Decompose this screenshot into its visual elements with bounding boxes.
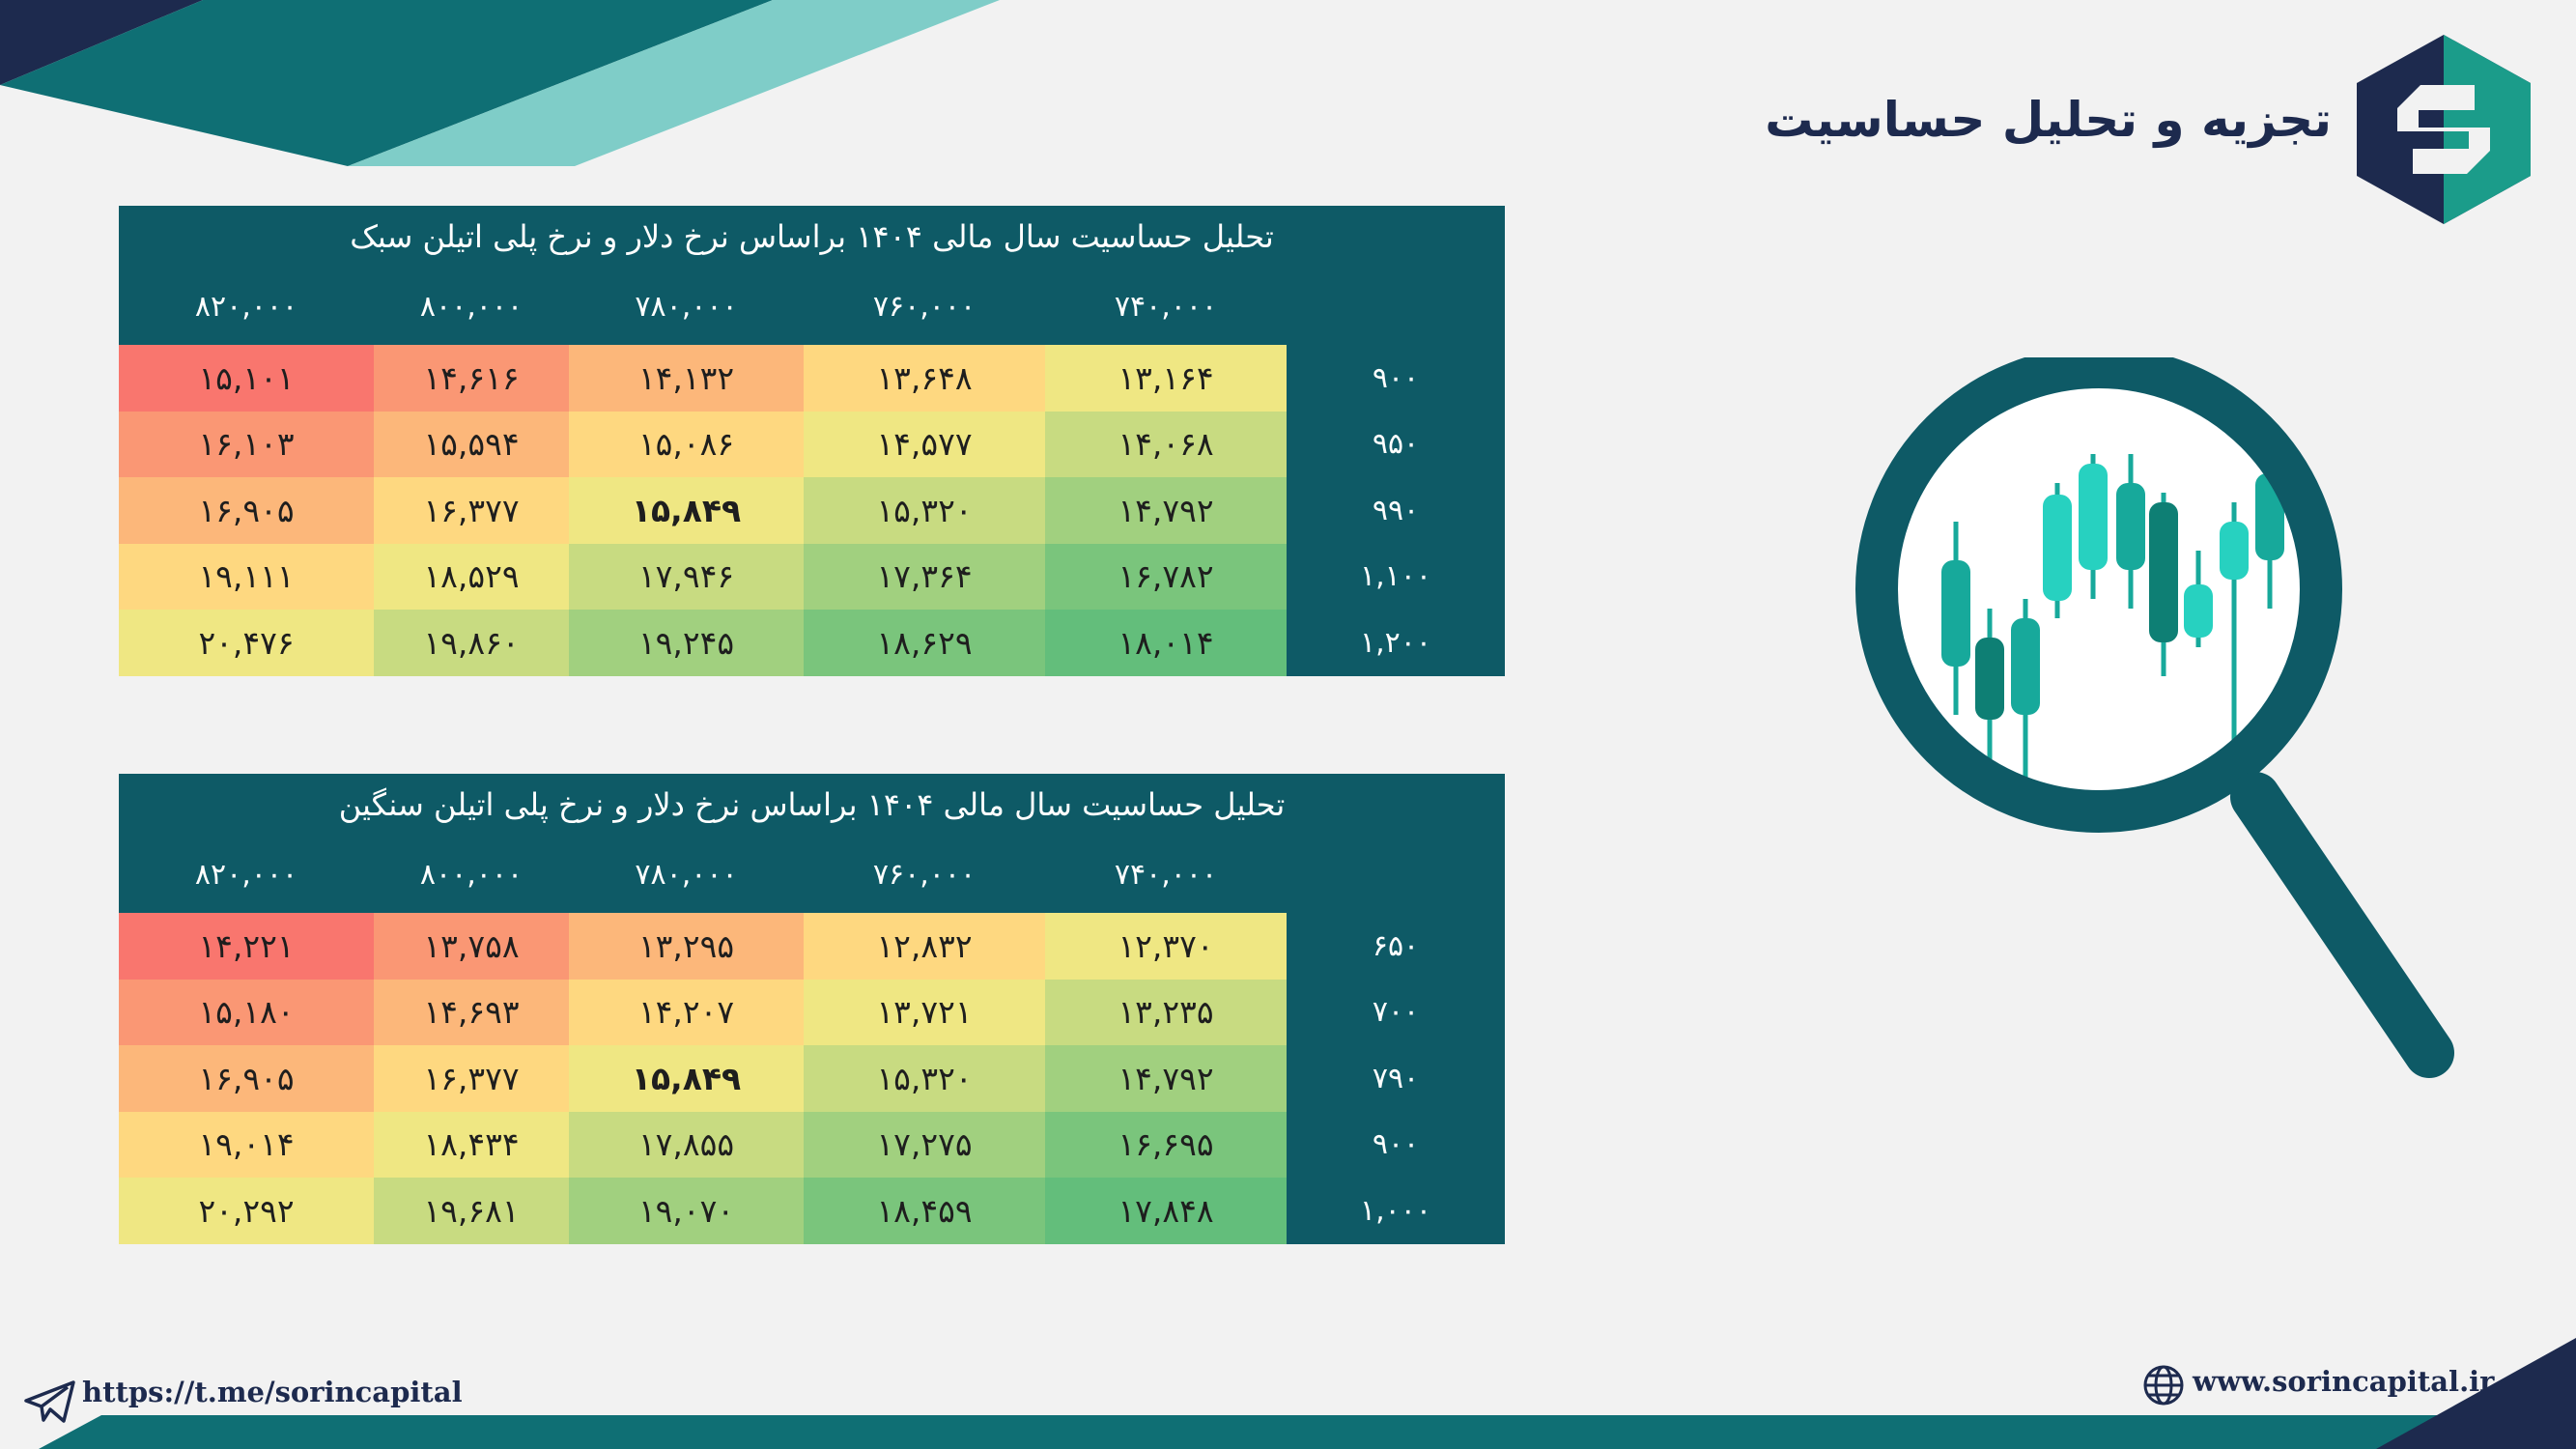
table-cell: ۱۹,۶۸۱ bbox=[374, 1178, 569, 1244]
table-cell: ۱۷,۸۵۵ bbox=[569, 1112, 804, 1179]
table-cell: ۱۶,۱۰۳ bbox=[119, 412, 374, 478]
table-cell: ۱۳,۶۴۸ bbox=[804, 345, 1045, 412]
table-cell: ۱۳,۱۶۴ bbox=[1045, 345, 1287, 412]
table-cell: ۱۴,۶۱۶ bbox=[374, 345, 569, 412]
table-cell: ۱۶,۶۹۵ bbox=[1045, 1112, 1287, 1179]
table-cell: ۱۷,۳۶۴ bbox=[804, 544, 1045, 611]
table-cell: ۱۶,۳۷۷ bbox=[374, 477, 569, 544]
table-cell: ۱۲,۳۷۰ bbox=[1045, 913, 1287, 980]
table-cell: ۱۴,۶۹۳ bbox=[374, 980, 569, 1046]
table-cell: ۱۶,۹۰۵ bbox=[119, 477, 374, 544]
row-label: ۶۵۰ bbox=[1372, 928, 1420, 963]
column-header: ۸۰۰,۰۰۰ bbox=[419, 289, 524, 324]
website-link[interactable]: www.sorincapital.ir bbox=[2193, 1365, 2495, 1398]
row-label: ۷۰۰ bbox=[1372, 995, 1420, 1030]
table-cell: ۲۰,۴۷۶ bbox=[119, 610, 374, 676]
row-label: ۱,۰۰۰ bbox=[1360, 1193, 1431, 1228]
table-cell: ۱۴,۷۹۲ bbox=[1045, 1045, 1287, 1112]
column-header: ۷۴۰,۰۰۰ bbox=[1114, 857, 1218, 892]
column-header: ۸۰۰,۰۰۰ bbox=[419, 857, 524, 892]
column-header: ۷۸۰,۰۰۰ bbox=[635, 857, 738, 892]
table-cell: ۱۳,۷۲۱ bbox=[804, 980, 1045, 1046]
base-case-cell: ۱۵,۸۴۹ bbox=[569, 477, 804, 544]
column-header: ۷۶۰,۰۰۰ bbox=[872, 289, 977, 324]
table-cell: ۱۷,۹۴۶ bbox=[569, 544, 804, 611]
row-label: ۱,۲۰۰ bbox=[1360, 625, 1431, 660]
column-header: ۷۴۰,۰۰۰ bbox=[1114, 289, 1218, 324]
table-cell: ۱۸,۶۲۹ bbox=[804, 610, 1045, 676]
table-cell: ۱۴,۲۰۷ bbox=[569, 980, 804, 1046]
row-label: ۹۰۰ bbox=[1372, 360, 1420, 395]
table-cell: ۱۸,۰۱۴ bbox=[1045, 610, 1287, 676]
base-case-cell: ۱۵,۸۴۹ bbox=[569, 1045, 804, 1112]
globe-icon bbox=[2142, 1364, 2185, 1406]
table-cell: ۱۸,۵۲۹ bbox=[374, 544, 569, 611]
table-cell: ۱۹,۰۱۴ bbox=[119, 1112, 374, 1179]
table-cell: ۱۵,۱۸۰ bbox=[119, 980, 374, 1046]
row-label: ۹۹۰ bbox=[1372, 493, 1420, 527]
telegram-link[interactable]: https://t.me/sorincapital bbox=[82, 1376, 463, 1408]
row-label: ۹۵۰ bbox=[1372, 427, 1420, 462]
table-cell: ۱۳,۷۵۸ bbox=[374, 913, 569, 980]
column-header: ۸۲۰,۰۰۰ bbox=[194, 857, 298, 892]
row-label: ۷۹۰ bbox=[1372, 1061, 1420, 1095]
table-cell: ۱۵,۳۲۰ bbox=[804, 1045, 1045, 1112]
column-header: ۷۸۰,۰۰۰ bbox=[635, 289, 738, 324]
table-cell: ۱۵,۳۲۰ bbox=[804, 477, 1045, 544]
telegram-icon bbox=[24, 1379, 76, 1424]
row-label: ۹۰۰ bbox=[1372, 1127, 1420, 1162]
table-cell: ۱۵,۰۸۶ bbox=[569, 412, 804, 478]
table-cell: ۱۵,۵۹۴ bbox=[374, 412, 569, 478]
table-cell: ۱۵,۱۰۱ bbox=[119, 345, 374, 412]
table-cell: ۱۹,۰۷۰ bbox=[569, 1178, 804, 1244]
table-cell: ۱۸,۴۵۹ bbox=[804, 1178, 1045, 1244]
column-header: ۷۶۰,۰۰۰ bbox=[872, 857, 977, 892]
table-cell: ۱۴,۲۲۱ bbox=[119, 913, 374, 980]
table-cell: ۱۴,۷۹۲ bbox=[1045, 477, 1287, 544]
table-cell: ۱۶,۷۸۲ bbox=[1045, 544, 1287, 611]
table-cell: ۱۴,۰۶۸ bbox=[1045, 412, 1287, 478]
table-cell: ۲۰,۲۹۲ bbox=[119, 1178, 374, 1244]
page-title: تجزیه و تحلیل حساسیت bbox=[1765, 92, 2332, 148]
table-cell: ۱۳,۲۹۵ bbox=[569, 913, 804, 980]
table-cell: ۱۴,۱۳۲ bbox=[569, 345, 804, 412]
row-label: ۱,۱۰۰ bbox=[1360, 559, 1431, 594]
table-title: تحلیل حساسیت سال مالی ۱۴۰۴ براساس نرخ دلار و نرخ پلی اتیلن سبک bbox=[350, 218, 1274, 255]
column-header: ۸۲۰,۰۰۰ bbox=[194, 289, 298, 324]
table-cell: ۱۹,۱۱۱ bbox=[119, 544, 374, 611]
table-cell: ۱۴,۵۷۷ bbox=[804, 412, 1045, 478]
table-cell: ۱۷,۸۴۸ bbox=[1045, 1178, 1287, 1244]
table-cell: ۱۶,۹۰۵ bbox=[119, 1045, 374, 1112]
table-title: تحلیل حساسیت سال مالی ۱۴۰۴ براساس نرخ دلار و نرخ پلی اتیلن سنگین bbox=[338, 786, 1286, 823]
table-cell: ۱۸,۴۳۴ bbox=[374, 1112, 569, 1179]
table-cell: ۱۹,۲۴۵ bbox=[569, 610, 804, 676]
table-cell: ۱۷,۲۷۵ bbox=[804, 1112, 1045, 1179]
table-cell: ۱۳,۲۳۵ bbox=[1045, 980, 1287, 1046]
table-cell: ۱۹,۸۶۰ bbox=[374, 610, 569, 676]
table-cell: ۱۲,۸۳۲ bbox=[804, 913, 1045, 980]
table-cell: ۱۶,۳۷۷ bbox=[374, 1045, 569, 1112]
